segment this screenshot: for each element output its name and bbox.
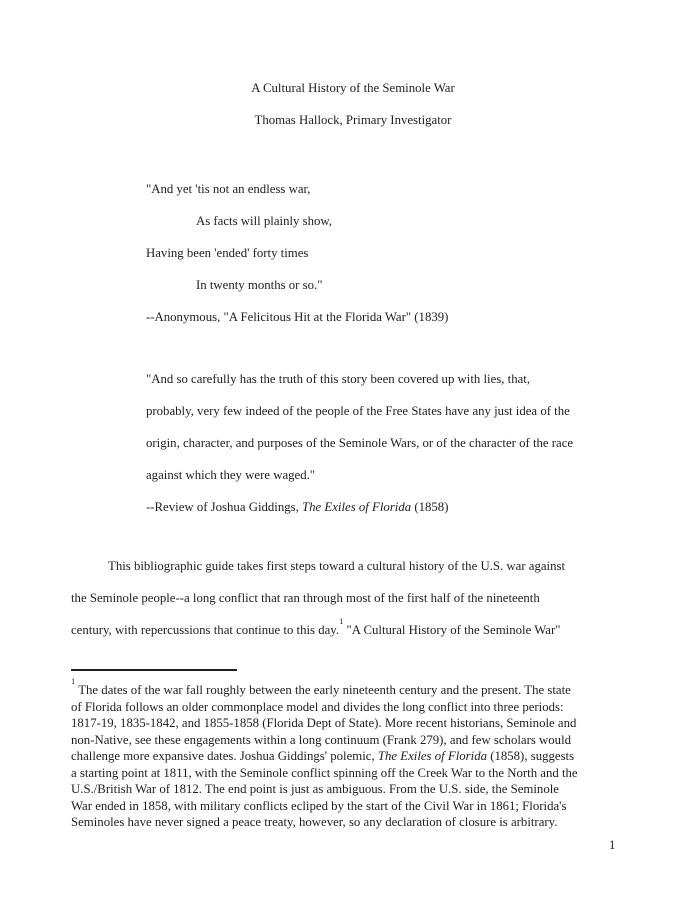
body-line-1: This bibliographic guide takes first steps toward a cultural history of the U.S. war against [108,559,566,573]
quote-line-3: origin, character, and purposes of the Seminole Wars, or of the character of the race [146,436,574,450]
footnote [71,675,681,831]
footnote-line-2: of Florida follows an older commonplace model and divides the long conflict into three periods: [71,699,564,714]
work-title-italic: The Exiles of Florida [302,500,412,514]
poem-line-4: In twenty months or so." [196,278,323,292]
footnote-line-6: a starting point at 1811, with the Seminole conflict spinning off the Creek War to the North and the [71,765,578,780]
footnote-marker-superscript: 1 [71,675,76,686]
epigraph-poem [146,173,448,333]
poem-attribution: --Anonymous, "A Felicitous Hit at the Florida War" (1839) [146,310,449,324]
body-line-3-text: century, with repercussions that continue to this day. [71,623,340,637]
epigraph-quote [146,363,573,523]
footnote-reference-superscript: 1 [339,615,344,626]
quote-line-1: "And so carefully has the truth of this story been covered up with lies, that, [146,372,531,386]
footnote-line-1-text: The dates of the war fall roughly between the early nineteenth century and the present. The state [75,683,571,697]
footnote-separator [71,669,237,671]
quote-attribution [146,491,573,523]
body-line-3 [71,614,671,646]
page-number: 1 [609,838,616,852]
page-subtitle: Thomas Hallock, Primary Investigator [254,113,452,127]
poem-line-2: As facts will plainly show, [196,214,333,228]
footnote-line-5 [71,748,681,765]
quote-attribution-prefix: --Review of Joshua Giddings, [146,500,303,514]
footnote-line-4: non-Native, see these engagements within a long continuum (Frank 279), and few scholars would [71,732,572,747]
quote-line-2: probably, very few indeed of the people of the Free States have any just idea of the [146,404,570,418]
body-paragraph [71,550,671,646]
work-title-italic: The Exiles of Florida [377,749,487,763]
quote-attribution-suffix: (1858) [411,500,449,514]
footnote-line-1 [71,675,681,699]
footnote-line-8: War ended in 1858, with military conflicts ecliped by the start of the Civil War in 1861; Florida's [71,798,567,813]
footnote-line-5-text-after: (1858), suggests [487,749,575,763]
poem-line-1: "And yet 'tis not an endless war, [146,182,311,196]
footnote-line-5-text: challenge more expansive dates. Joshua Giddings' polemic, [71,749,378,763]
body-line-2: the Seminole people--a long conflict that ran through most of the first half of the nineteenth [71,591,540,605]
footnote-line-7: U.S./British War of 1812. The end point is just as ambiguous. From the U.S. side, the Seminole [71,782,559,796]
footnote-line-3: 1817-19, 1835-1842, and 1855-1858 (Florida Dept of State). More recent historians, Seminole and [71,716,577,730]
poem-line-3: Having been 'ended' forty times [146,246,309,260]
quote-line-4: against which they were waged." [146,468,316,482]
footnote-line-9: Seminoles have never signed a peace treaty, however, so any declaration of closure is arbitrary. [71,815,558,829]
page-title: A Cultural History of the Seminole War [251,81,455,95]
body-line-3-text-after: "A Cultural History of the Seminole War" [343,623,561,637]
